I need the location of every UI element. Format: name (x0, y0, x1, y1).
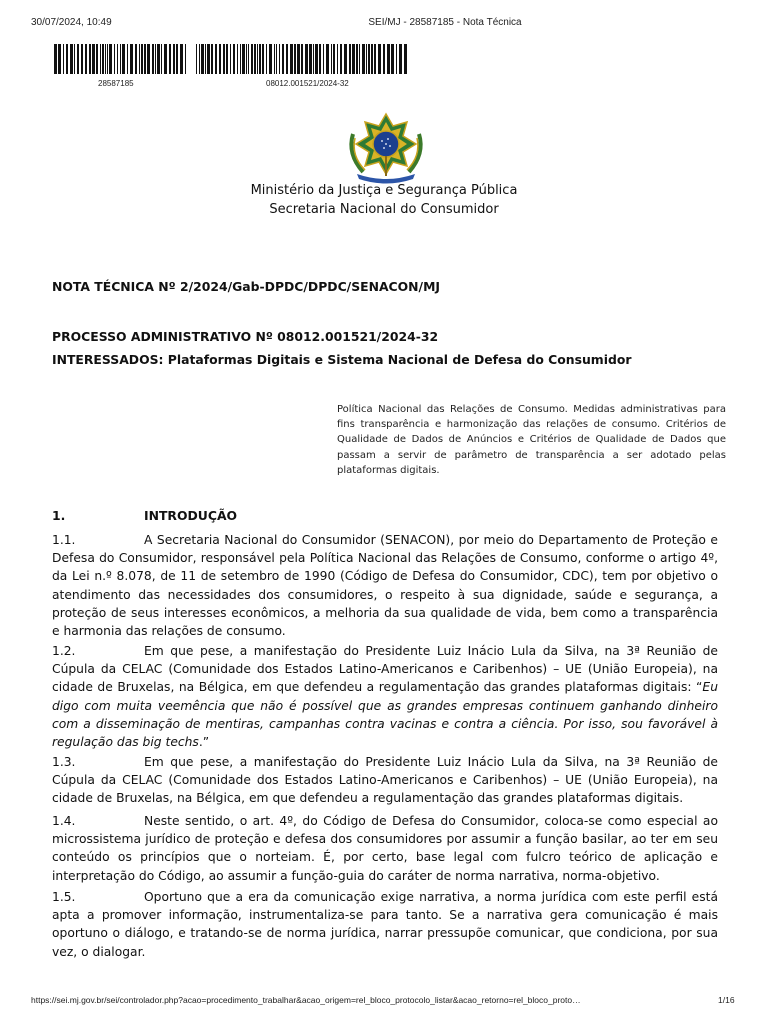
barcode-stripe (85, 44, 87, 74)
barcode-stripe (319, 44, 321, 74)
paragraph-text: A Secretaria Nacional do Consumidor (SENACON), por meio do Departamento de Proteção e Defesa do Consumidor, responsável pela Política Nacional das Relações de Consumo, conforme o artigo 4º, da Lei n.º 8.078, de 11 de setembro de 1990 (Código de Defesa do Consumidor, CDC), tem por objetivo o atendimento das necessidades dos consumidores, o respeito à sua dignidade, saúde e segurança, a proteção de seus interesses econômicos, a melhoria da sua qualidade de vida, bem como a transparência e harmonia das relações de consumo. (52, 533, 718, 639)
barcode-label-right: 08012.001521/2024-32 (266, 79, 349, 88)
barcode-stripe (130, 44, 133, 74)
barcode-stripe (144, 44, 146, 74)
barcode-stripe (242, 44, 245, 74)
paragraph-1-2 (52, 642, 718, 751)
paragraph-quote-end: .” (198, 735, 210, 750)
barcode-stripe (276, 44, 277, 74)
barcode-stripe (366, 44, 367, 74)
paragraph-number: 1.2. (52, 644, 76, 658)
barcode-stripe (230, 44, 231, 74)
paragraph-text: Em que pese, a manifestação do Presidente Luiz Inácio Lula da Silva, na 3ª Reunião de Cúpula da CELAC (Comunidade dos Estados Latino-Americanos e Caribenhos) – UE (União Europeia), na cidade de Bruxelas, na Bélgica, em que defendeu a regulamentação das grandes plataformas digitais. (52, 755, 718, 806)
document-summary: Política Nacional das Relações de Consumo. Medidas administrativas para fins transparência e harmonização das relações de consumo. Critérios de Qualidade de Dados de Anúncios e Critérios de Qualidade de Dados que passam a servir de parâmetro de transparência a ser adotado pelas plataformas digitais. (337, 404, 726, 476)
print-url: https://sei.mj.gov.br/sei/controlador.php?acao=procedimento_trabalhar&acao_origem=rel_bloco_protocolo_listar&acao_retorno=rel_bloco_proto… (31, 995, 581, 1005)
barcode-stripe (254, 44, 256, 74)
brazil-coat-of-arms-icon (343, 112, 429, 184)
protocol-barcode-left (54, 44, 188, 74)
barcode-stripe (58, 44, 61, 74)
barcode-stripe (77, 44, 79, 74)
secretariat-name: Secretaria Nacional do Consumidor (269, 202, 499, 217)
barcode-stripe (117, 44, 118, 74)
barcode-stripe (102, 44, 104, 74)
barcode-stripe (286, 44, 288, 74)
barcode-stripe (122, 44, 125, 74)
barcode-stripe (315, 44, 318, 74)
barcode-stripe (391, 44, 394, 74)
processo-number: PROCESSO ADMINISTRATIVO Nº 08012.001521/2024-32 (52, 329, 439, 344)
barcode-stripe (362, 44, 365, 74)
barcode-stripe (297, 44, 300, 74)
barcode-stripe (246, 44, 247, 74)
barcode-stripe (205, 44, 206, 74)
paragraph-number: 1.1. (52, 533, 76, 547)
barcode-stripe (164, 44, 167, 74)
barcode-stripe (169, 44, 171, 74)
barcode-stripe (282, 44, 284, 74)
section-title: INTRODUÇÃO (144, 508, 238, 523)
barcode-stripe (180, 44, 183, 74)
barcode-stripe (155, 44, 156, 74)
barcode-stripe (356, 44, 358, 74)
barcode-stripe (147, 44, 150, 74)
barcode-stripe (96, 44, 98, 74)
barcode-stripe (100, 44, 101, 74)
paragraph-text: Neste sentido, o art. 4º, do Código de Defesa do Consumidor, coloca-se como especial ao microssistema jurídico de proteção e defesa dos consumidores por assumir a função basilar, ao ter em seu conteúdo os princípios que o norteiam. É, por certo, base legal com fulcro teórico de aplicação e interpretação do Código, ao assumir a função-guia do caráter de norma narrativa, norma-objetivo. (52, 814, 718, 883)
barcode-stripe (105, 44, 106, 74)
barcode-stripe (387, 44, 390, 74)
barcode-stripe (152, 44, 154, 74)
barcode-stripe (337, 44, 338, 74)
paragraph-number: 1.4. (52, 814, 76, 828)
barcode-stripe (215, 44, 217, 74)
barcode-label-left: 28587185 (98, 79, 134, 88)
barcode-stripe (262, 44, 264, 74)
barcode-stripe (399, 44, 402, 74)
barcode-stripe (90, 44, 91, 74)
barcode-stripe (196, 44, 197, 74)
barcode-stripe (237, 44, 238, 74)
barcode-stripe (135, 44, 137, 74)
barcode-stripe (74, 44, 75, 74)
paragraph-1-5 (52, 888, 718, 961)
barcode-stripe (157, 44, 158, 74)
barcode-stripe (305, 44, 308, 74)
process-barcode-right (196, 44, 410, 74)
barcode-stripe (383, 44, 385, 74)
barcode-stripe (173, 44, 175, 74)
barcode-stripe (331, 44, 332, 74)
barcode-stripe (63, 44, 64, 74)
barcode-stripe (161, 44, 162, 74)
paragraph-1-3 (52, 753, 718, 808)
barcode-stripe (326, 44, 329, 74)
barcode-stripe (141, 44, 143, 74)
interessados-line: INTERESSADOS: Plataformas Digitais e Sistema Nacional de Defesa do Consumidor (52, 352, 632, 367)
barcode-stripe (70, 44, 73, 74)
barcode-stripe (371, 44, 373, 74)
paragraph-number: 1.3. (52, 755, 76, 769)
barcode-stripe (378, 44, 381, 74)
barcode-stripe (290, 44, 293, 74)
barcode-stripe (313, 44, 314, 74)
barcode-stripe (248, 44, 249, 74)
barcode-stripe (81, 44, 83, 74)
paragraph-1-1 (52, 531, 718, 640)
barcode-stripe (127, 44, 128, 74)
barcode-stripe (340, 44, 342, 74)
barcode-stripe (344, 44, 347, 74)
barcode-stripe (185, 44, 186, 74)
barcode-stripe (279, 44, 280, 74)
print-page-title: SEI/MJ - 28587185 - Nota Técnica (368, 17, 522, 28)
barcode-stripe (266, 44, 267, 74)
barcode-stripe (269, 44, 272, 74)
barcode-stripe (92, 44, 95, 74)
barcode-stripe (257, 44, 258, 74)
barcode-stripe (259, 44, 261, 74)
barcode-stripe (107, 44, 108, 74)
barcode-stripe (114, 44, 115, 74)
barcode-stripe (374, 44, 376, 74)
paragraph-number: 1.5. (52, 890, 76, 904)
barcode-stripe (301, 44, 303, 74)
barcode-stripe (211, 44, 213, 74)
print-page-indicator: 1/16 (718, 995, 735, 1005)
barcode-stripe (109, 44, 112, 74)
ministry-name: Ministério da Justiça e Segurança Pública (250, 183, 518, 198)
barcode-stripe (333, 44, 335, 74)
nota-tecnica-title: NOTA TÉCNICA Nº 2/2024/Gab-DPDC/DPDC/SENACON/MJ (52, 279, 441, 294)
barcode-stripe (349, 44, 351, 74)
barcode-stripe (226, 44, 228, 74)
barcode-stripe (368, 44, 370, 74)
paragraph-text: Oportuno que a era da comunicação exige narrativa, a norma jurídica com este perfil está apta a promover informação, instrumentaliza-se para tanto. Se a narrativa gera comunicação é mais oportuno o diálogo, e tratando-se de norma jurídica, narrar pressupõe comunicar, que condiciona, por sua vez, o dialogar. (52, 890, 718, 959)
barcode-stripe (233, 44, 235, 74)
barcode-stripe (404, 44, 407, 74)
barcode-stripe (199, 44, 200, 74)
barcode-stripe (176, 44, 178, 74)
barcode-stripe (240, 44, 241, 74)
barcode-stripe (251, 44, 253, 74)
barcode-stripe (89, 44, 90, 74)
barcode-stripe (223, 44, 225, 74)
paragraph-text: Em que pese, a manifestação do Presidente Luiz Inácio Lula da Silva, na 3ª Reunião de Cúpula da CELAC (Comunidade dos Estados Latino-Americanos e Caribenhos) – UE (União Europeia), na cidade de Bruxelas, na Bélgica, em que defendeu a regulamentação das grandes plataformas digitais: “ (52, 644, 718, 695)
barcode-stripe (158, 44, 160, 74)
barcode-stripe (309, 44, 312, 74)
barcode-stripe (274, 44, 275, 74)
barcode-stripe (66, 44, 68, 74)
paragraph-1-4 (52, 812, 718, 885)
barcode-stripe (396, 44, 397, 74)
barcode-stripe (207, 44, 210, 74)
barcode-stripe (120, 44, 121, 74)
barcode-stripe (352, 44, 355, 74)
barcode-stripe (323, 44, 324, 74)
print-datetime: 30/07/2024, 10:49 (31, 17, 112, 28)
barcode-stripe (294, 44, 296, 74)
barcode-stripe (201, 44, 204, 74)
section-number: 1. (52, 508, 66, 523)
paragraph-quote: Eu digo com muita veemência que não é possível que as grandes empresas continuem ganhando dinheiro com a disseminação de mentiras, campanhas contra vacinas e contra a ciência. Por isso, sou favorável à regulação das big techs (52, 680, 718, 750)
barcode-stripe (139, 44, 140, 74)
barcode-stripe (54, 44, 57, 74)
barcode-stripe (219, 44, 221, 74)
barcode-stripe (359, 44, 360, 74)
